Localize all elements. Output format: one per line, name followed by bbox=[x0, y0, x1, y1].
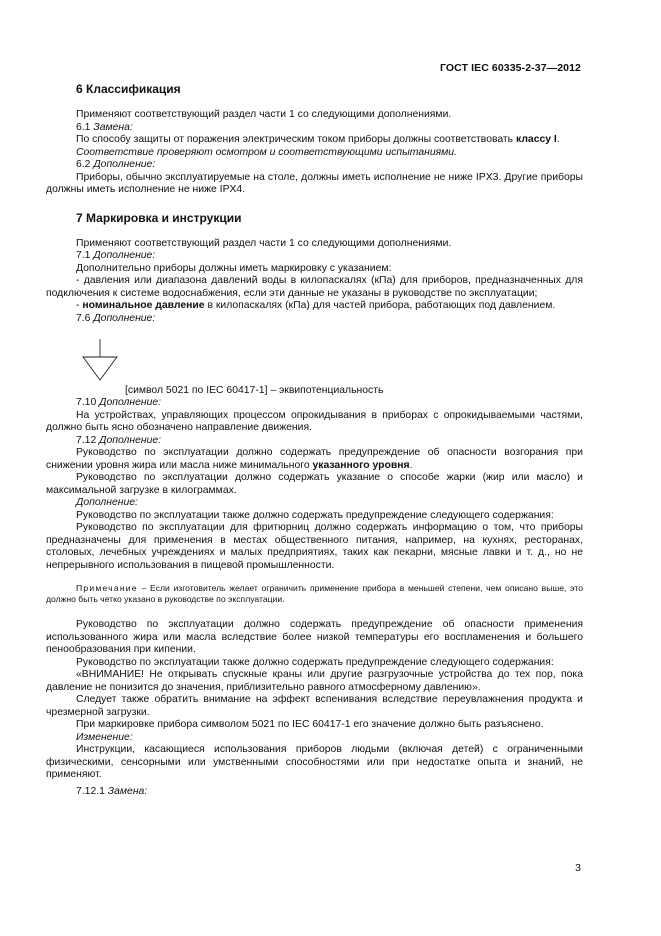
clause-7-12-para-5: Руководство по эксплуатации должно содержать предупреждение об опасности применения использованного жира или масла вследствие более низкой температуры его воспламенения и большего пенообразования при кипении. bbox=[46, 619, 583, 655]
clause-7-1-item-2 bbox=[46, 300, 583, 313]
clause-label: Дополнение: bbox=[99, 397, 162, 408]
clause-7-6-heading bbox=[46, 313, 583, 326]
text-span: . bbox=[409, 459, 413, 471]
text-span: . bbox=[556, 134, 560, 145]
clause-6-1-heading bbox=[46, 122, 583, 135]
clause-7-10-heading bbox=[46, 397, 583, 410]
section-6-intro: Применяют соответствующий раздел части 1 со следующими дополнениями. bbox=[76, 109, 452, 120]
clause-number: 7.12 bbox=[76, 434, 97, 446]
page-number: 3 bbox=[575, 862, 581, 874]
clause-6-2-heading bbox=[46, 159, 583, 172]
clause-label: Дополнение: bbox=[93, 159, 156, 170]
clause-7-12-heading bbox=[46, 435, 583, 448]
clause-6-2-text: Приборы, обычно эксплуатируемые на столе, должны иметь исполнение не ниже IPX3. Другие приборы должны иметь исполнение не ниже IPX4. bbox=[46, 171, 583, 195]
clause-7-12-para-3: Руководство по эксплуатации также должно содержать предупреждение следующего содержания: bbox=[76, 509, 554, 521]
clause-7-12-para-2: Руководство по эксплуатации должно содержать указание о способе жарки (жир или масло) и максимальной загрузке в килограммах. bbox=[46, 472, 583, 496]
clause-label: Замена: bbox=[107, 785, 148, 797]
text-span: - bbox=[76, 300, 83, 311]
note bbox=[46, 583, 583, 605]
clause-label: Замена: bbox=[93, 121, 133, 133]
section-6-title: 6 Классификация bbox=[76, 82, 181, 96]
clause-7-1-heading bbox=[46, 250, 583, 263]
clause-7-12-change-label: Изменение: bbox=[76, 731, 133, 743]
clause-number: 6.2 bbox=[76, 159, 91, 170]
bold-term: номинальное давление bbox=[82, 300, 205, 311]
clause-7-12-para-4: Руководство по эксплуатации для фритюрниц должно содержать информацию о том, что приборы предназначены для применения в местах общественного питания, например, на кухнях, ресторанах, столовых, лечебных учреждениях и малых предприятиях, таких как пекарни, мясные лавки и т. д., но не непрерывного использования в пищевой промышленности. bbox=[46, 522, 583, 571]
note-text: – Если изготовитель желает ограничить применение прибора в меньшей степени, чем описано выше, это должно быть четко указано в руководстве по эксплуатации. bbox=[46, 583, 583, 604]
clause-label: Дополнение: bbox=[93, 250, 156, 261]
section-7-intro: Применяют соответствующий раздел части 1 со следующими дополнениями. bbox=[76, 237, 452, 249]
clause-number: 6.1 bbox=[76, 121, 91, 133]
clause-7-12-warning: «ВНИМАНИЕ! Не открывать спускные краны или другие разгрузочные устройства до тех пор, пока давление не понизится до значения, приблизительно равного атмосферному давлению». bbox=[46, 669, 583, 693]
clause-7-12-para-1 bbox=[46, 447, 583, 472]
clause-7-12-1-heading bbox=[46, 786, 583, 799]
text-span: По способу защиты от поражения электрическим током приборы должны соответствовать bbox=[76, 134, 516, 145]
bold-term: классу I bbox=[516, 134, 557, 145]
clause-7-12-para-10: Инструкции, касающиеся использования приборов людьми (включая детей) с ограниченными физическими, сенсорными или умственными способностями или при недостатке опыта и знаний, не применяют. bbox=[46, 744, 583, 780]
clause-7-10-text: На устройствах, управляющих процессом опрокидывания в приборах с опрокидываемыми частями, должно быть ясно обозначено направление движения. bbox=[46, 409, 583, 433]
clause-7-1-item-1: - давления или диапазона давлений воды в килопаскалях (кПа) для приборов, предназначенных для подключения к системе водоснабжения, если эти данные не указаны в руководстве по эксплуатации; bbox=[46, 275, 583, 299]
note-title: Примечание bbox=[76, 583, 138, 593]
clause-7-1-text: Дополнительно приборы должны иметь маркировку с указанием: bbox=[76, 262, 392, 274]
clause-number: 7.6 bbox=[76, 312, 91, 324]
clause-number: 7.10 bbox=[76, 397, 97, 408]
clause-label: Дополнение: bbox=[93, 312, 156, 324]
clause-7-12-addition-label: Дополнение: bbox=[76, 497, 138, 508]
clause-number: 7.1 bbox=[76, 250, 91, 261]
clause-number: 7.12.1 bbox=[76, 785, 105, 797]
text-span: в килопаскалях (кПа) для частей прибора, работающих под давлением. bbox=[204, 300, 556, 311]
clause-7-12-para-8: Следует также обратить внимание на эффект вспенивания вследствие переувлажнения продукта и чрезмерной загрузки. bbox=[46, 694, 583, 718]
section-7-title: 7 Маркировка и инструкции bbox=[76, 210, 242, 225]
equipotentiality-symbol-block bbox=[46, 325, 583, 397]
clause-6-1-compliance: Соответствие проверяют осмотром и соответствующими испытаниями. bbox=[76, 146, 457, 158]
clause-7-12-para-9: При маркировке прибора символом 5021 по IEC 60417-1 его значение должно быть разъяснено. bbox=[76, 719, 544, 730]
clause-label: Дополнение: bbox=[99, 434, 162, 446]
symbol-caption: [символ 5021 по IEC 60417-1] – эквипотенциальность bbox=[125, 385, 384, 396]
standard-code-header: ГОСТ IEC 60335-2-37—2012 bbox=[439, 62, 581, 74]
document-body bbox=[46, 82, 583, 798]
clause-7-12-para-6: Руководство по эксплуатации также должно содержать предупреждение следующего содержания: bbox=[76, 656, 554, 668]
clause-6-1-text bbox=[46, 134, 583, 147]
bold-term: указанного уровня bbox=[312, 459, 410, 471]
text-span: Руководство по эксплуатации должно содержать предупреждение об опасности возгорания при снижении уровня жира или масла ниже минимального bbox=[46, 447, 583, 471]
equipotentiality-symbol-icon bbox=[82, 339, 118, 381]
